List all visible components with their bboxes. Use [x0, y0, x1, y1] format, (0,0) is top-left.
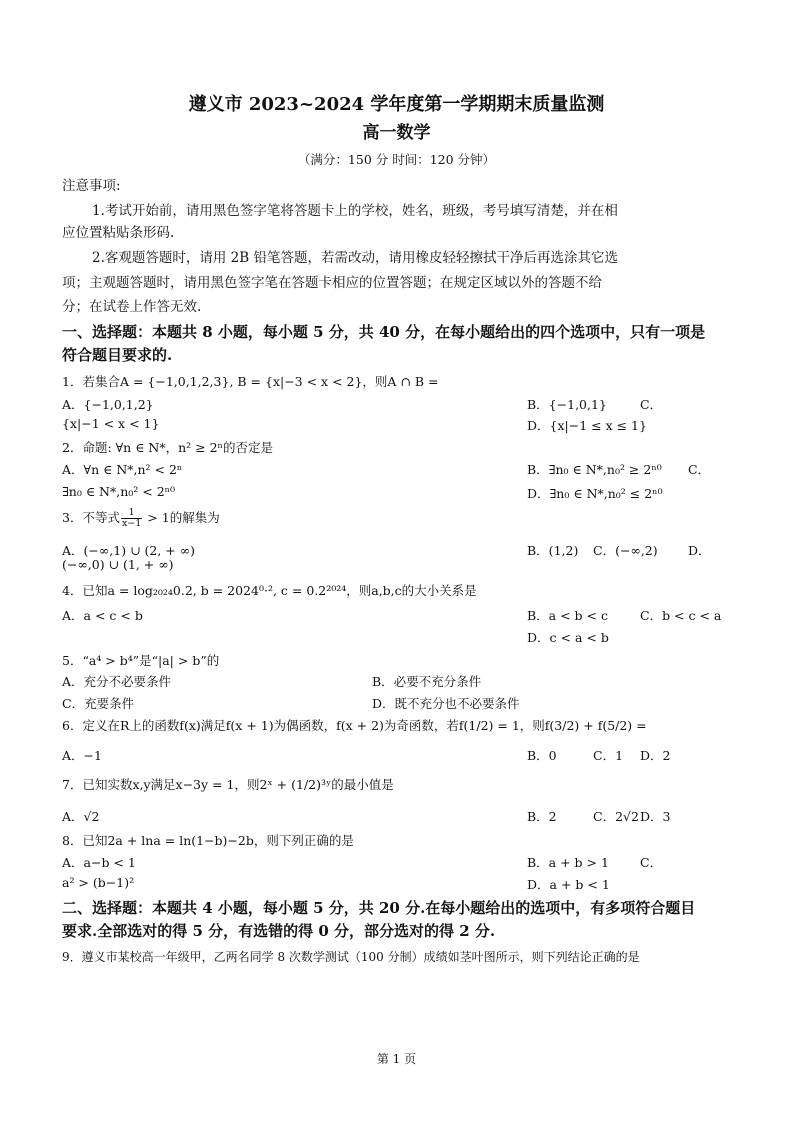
- exam-meta: （满分：150 分 时间：120 分钟）: [297, 152, 496, 167]
- q5-option-d: D．既不充分也不必要条件: [372, 696, 520, 711]
- q3-fraction-numerator: 1: [121, 508, 142, 519]
- note-1-line-1: 1.考试开始前，请用黑色签字笔将答题卡上的学校，姓名，班级，考号填写清楚，并在相: [92, 203, 618, 219]
- q5-option-b: B．必要不充分条件: [372, 674, 482, 689]
- q4-option-d: D．c < a < b: [527, 630, 609, 645]
- q3-stem-prefix: 3．不等式: [62, 510, 120, 525]
- q4-option-a: A．a < c < b: [62, 608, 143, 623]
- q7-option-d: D．3: [640, 809, 671, 824]
- q4-stem: 4．已知a = log₂₀₂₄0.2, b = 2024⁰·², c = 0.2²⁰²⁴，则a,b,c的大小关系是: [62, 583, 477, 598]
- q4-option-c: C．b < c < a: [640, 608, 722, 623]
- q2-option-d: D．∃n₀ ∈ N*,n₀² ≤ 2ⁿ⁰: [527, 486, 663, 501]
- notes-heading: 注意事项:: [62, 178, 121, 194]
- note-2-line-1: 2.客观题答题时，请用 2B 铅笔答题，若需改动，请用橡皮轻轻擦拭干净后再选涂其它选: [92, 250, 618, 266]
- q8-option-b: B．a + b > 1: [527, 855, 609, 870]
- q6-option-b: B．0: [527, 748, 557, 763]
- q9-stem: 9．遵义市某校高一年级甲，乙两名同学 8 次数学测试（100 分制）成绩如茎叶图所示，则下列结论正确的是: [62, 950, 640, 964]
- q7-option-b: B．2: [527, 809, 557, 824]
- exam-title: 遵义市 2023~2024 学年度第一学期期末质量监测: [188, 94, 605, 115]
- q1-option-c-content: {x|−1 < x < 1}: [62, 416, 160, 431]
- q3-option-c: C．(−∞,2): [593, 543, 658, 558]
- note-2-line-3: 分；在试卷上作答无效.: [62, 299, 202, 315]
- q3-fraction: [121, 508, 142, 529]
- note-1-line-2: 应位置粘贴条形码.: [62, 225, 175, 241]
- q4-option-b: B．a < b < c: [527, 608, 608, 623]
- q3-option-d-content: (−∞,0) ∪ (1, + ∞): [62, 557, 174, 572]
- q1-option-b: B．{−1,0,1}: [527, 397, 607, 412]
- q6-option-a: A．−1: [62, 748, 102, 763]
- q8-stem: 8．已知2a + lna = ln(1−b)−2b，则下列正确的是: [62, 833, 354, 848]
- q6-stem: 6．定义在R上的函数f(x)满足f(x + 1)为偶函数，f(x + 2)为奇函数，若f(1/2) = 1，则f(3/2) + f(5/2) =: [62, 718, 647, 733]
- q2-option-b: B．∃n₀ ∈ N*,n₀² ≥ 2ⁿ⁰: [527, 462, 662, 477]
- section-1-heading-cont: 符合题目要求的.: [62, 346, 173, 364]
- q1-stem: 1．若集合A = {−1,0,1,2,3}, B = {x|−3 < x < 2}，则A ∩ B =: [62, 374, 439, 389]
- q7-stem: 7．已知实数x,y满足x−3y = 1，则2ˣ + (1/2)³ʸ的最小值是: [62, 777, 394, 792]
- page-number: 第 1 页: [376, 1052, 417, 1066]
- q7-option-c: C．2√2: [593, 809, 639, 824]
- q3-stem-suffix: > 1的解集为: [143, 510, 220, 525]
- q8-option-d: D．a + b < 1: [527, 877, 610, 892]
- q6-option-c: C．1: [593, 748, 624, 763]
- q1-option-c: C．: [640, 397, 663, 412]
- section-1-heading: 一、选择题：本题共 8 小题，每小题 5 分，共 40 分，在每小题给出的四个选项中，只有一项是: [62, 323, 706, 341]
- subject-title: 高一数学: [362, 123, 431, 143]
- q3-stem: [62, 508, 220, 529]
- q2-option-c: C．: [688, 462, 711, 477]
- q8-option-c: C．: [640, 855, 663, 870]
- q8-option-a: A．a−b < 1: [62, 855, 136, 870]
- q7-option-a: A．√2: [62, 809, 100, 824]
- q5-stem: 5．“a⁴ > b⁴”是“|a| > b”的: [62, 653, 220, 668]
- note-2-line-2: 项；主观题答题时，请用黑色签字笔在答题卡相应的位置答题；在规定区域以外的答题不给: [62, 275, 602, 291]
- q6-option-d: D．2: [640, 748, 671, 763]
- q5-option-c: C．充要条件: [62, 696, 135, 711]
- q5-option-a: A．充分不必要条件: [62, 674, 172, 689]
- q1-option-a: A．{−1,0,1,2}: [62, 397, 154, 412]
- q3-option-a: A．(−∞,1) ∪ (2, + ∞): [62, 543, 196, 558]
- q1-option-d: D．{x|−1 ≤ x ≤ 1}: [527, 418, 647, 433]
- q2-option-c-content: ∃n₀ ∈ N*,n₀² < 2ⁿ⁰: [62, 484, 176, 499]
- q3-option-d: D．: [688, 543, 711, 558]
- section-2-heading: 二、选择题：本题共 4 小题，每小题 5 分，共 20 分.在每小题给出的选项中，有多项符合题目: [62, 899, 696, 917]
- q8-option-c-content: a² > (b−1)²: [62, 875, 135, 890]
- q3-option-b: B．(1,2): [527, 543, 579, 558]
- q2-option-a: A．∀n ∈ N*,n² < 2ⁿ: [62, 462, 183, 477]
- section-2-heading-cont: 要求.全部选对的得 5 分，有选错的得 0 分，部分选对的得 2 分.: [62, 922, 496, 940]
- q3-fraction-denominator: x−1: [121, 518, 142, 529]
- q2-stem: 2．命题: ∀n ∈ N*，n² ≥ 2ⁿ的否定是: [62, 440, 273, 455]
